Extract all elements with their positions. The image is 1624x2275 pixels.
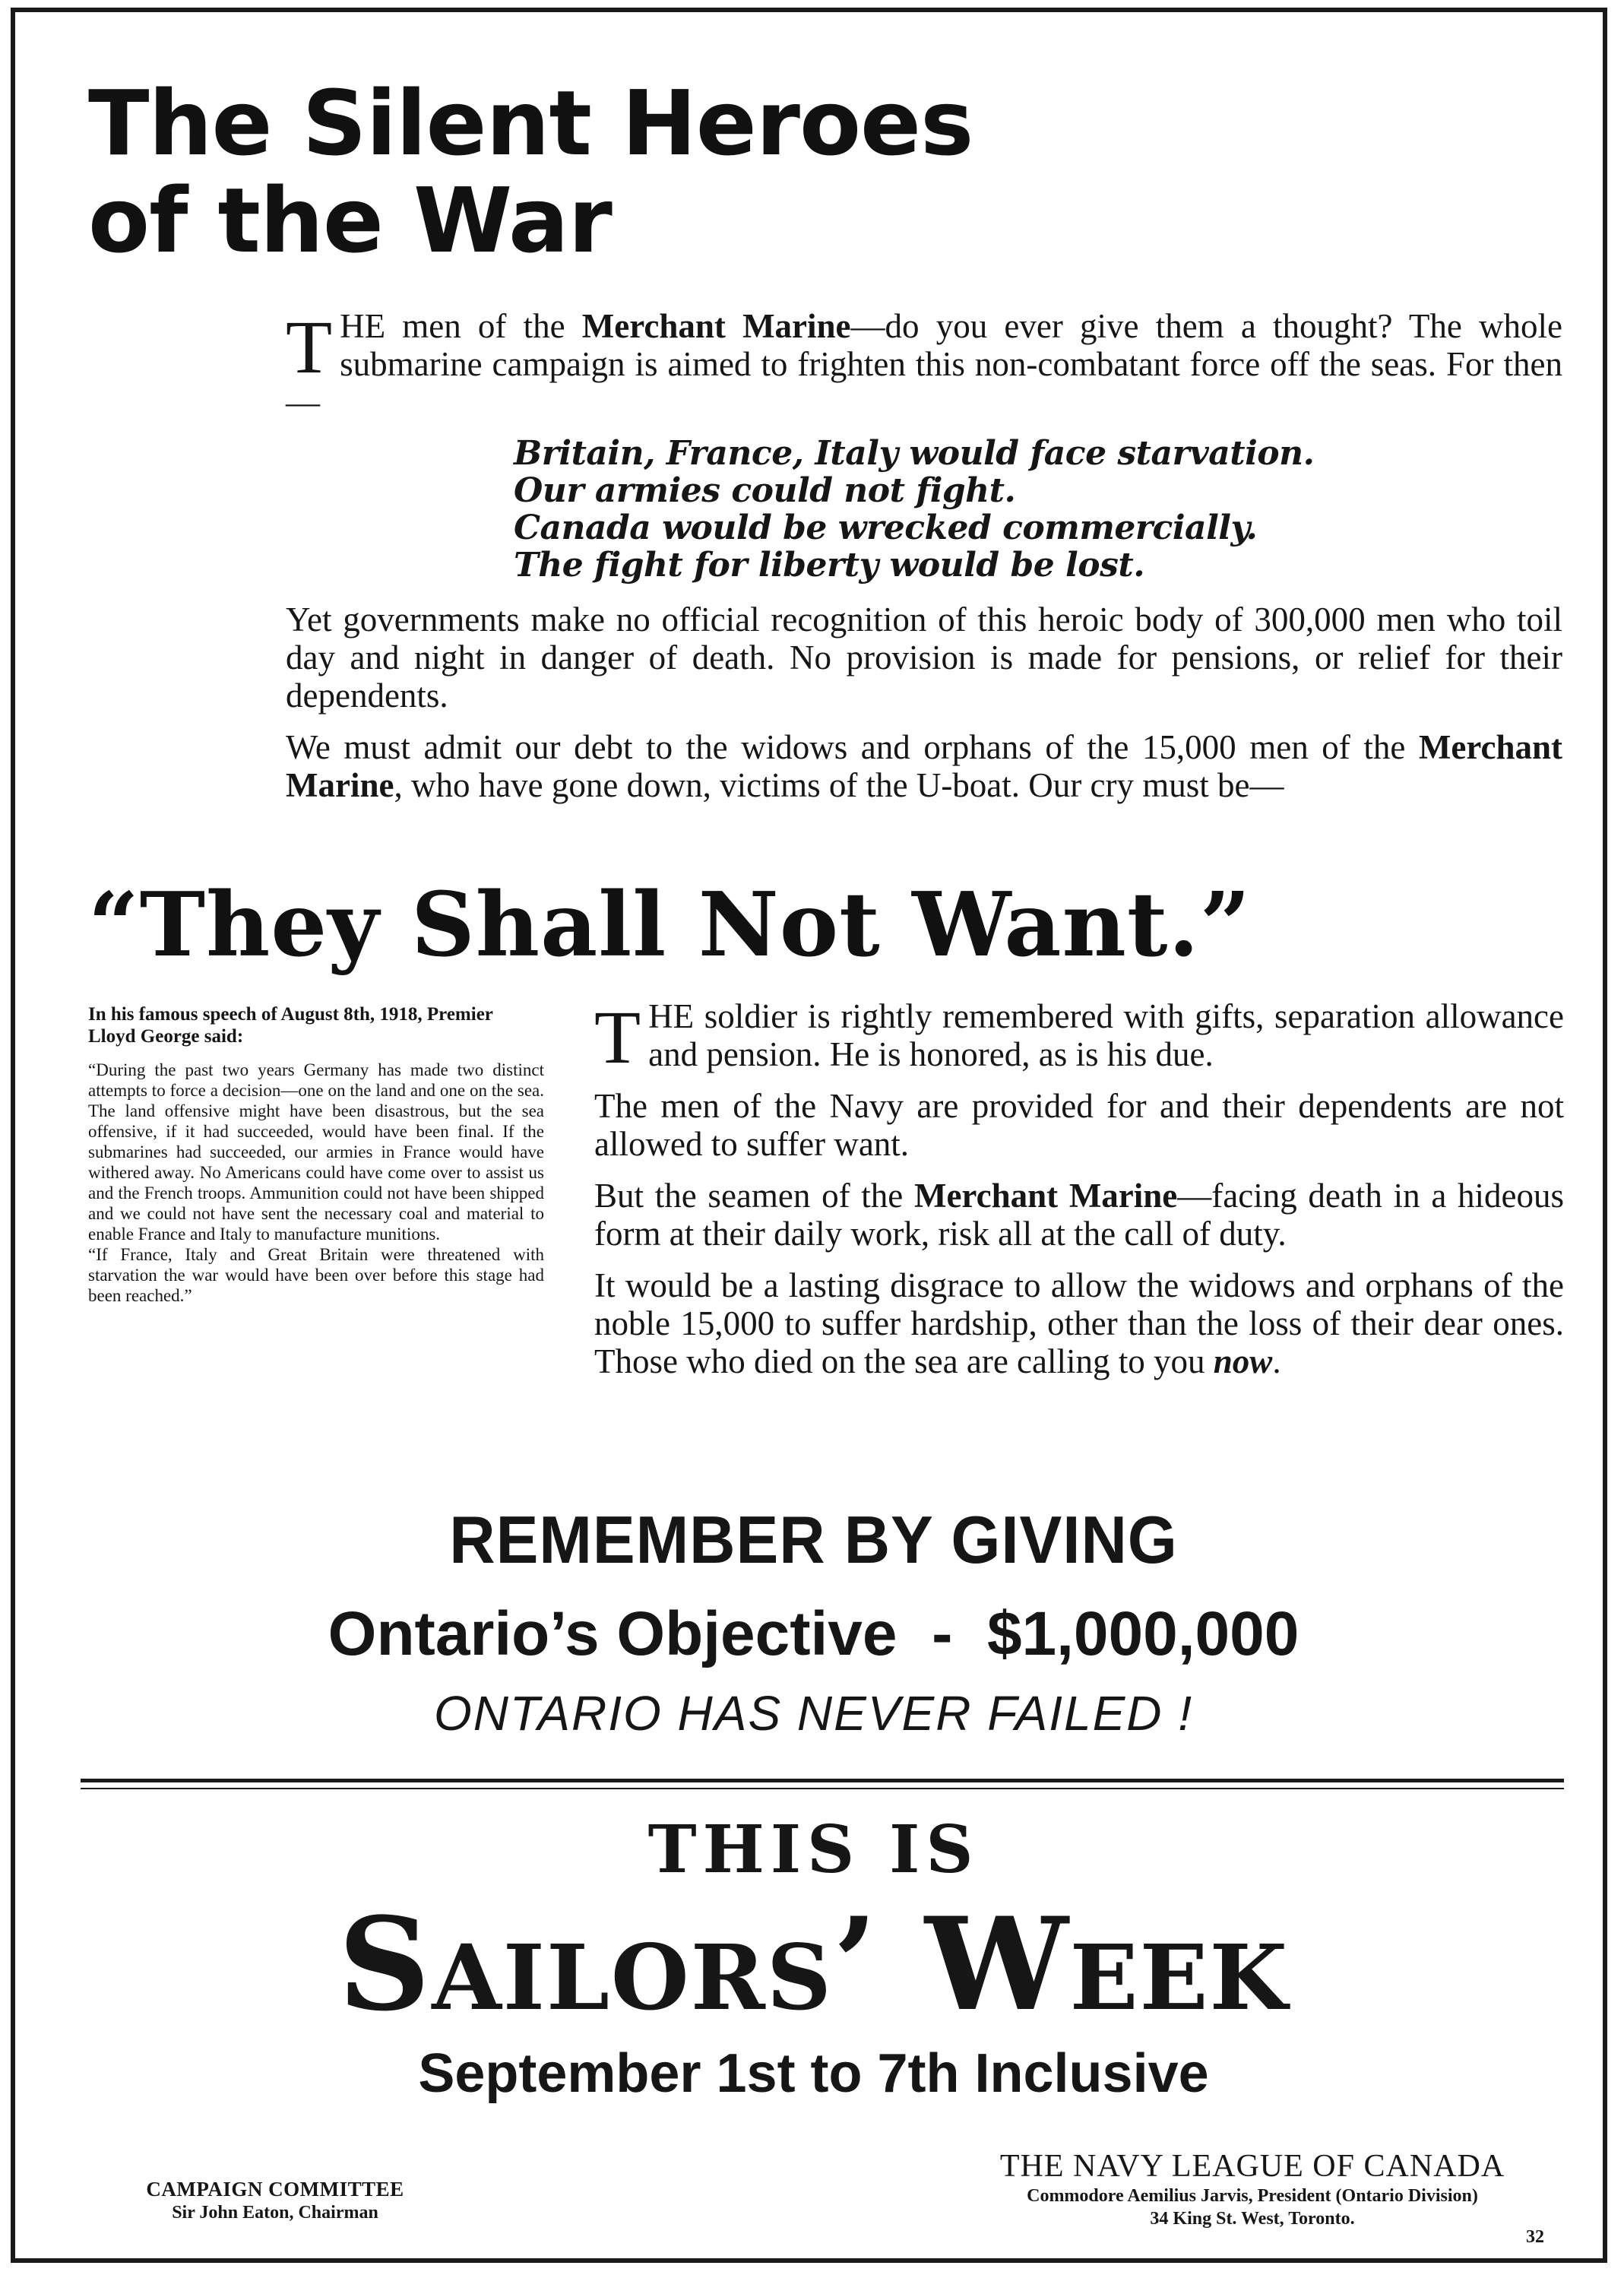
now-emphasis: now (1213, 1342, 1273, 1380)
remember-by-giving: REMEMBER BY GIVING (449, 1502, 1178, 1577)
consequence-item: Our armies could not fight. (514, 471, 1016, 510)
quote-text-1: “During the past two years Germany has made two distinct attempts to force a decision—one on the land and one on the sea. The land offensive might have been disastrous, but the sea offensive, if it had succeeded, would have been final. If the submarines had succeeded, our armies in France would have withered away. No Americans could have come over to assist us and the French troops. Ammunition could not have been shipped and we could not have sent the necessary coal and material to enable France and Italy to manufacture munitions. (88, 1060, 544, 1244)
merchant-marine-emphasis: Merchant Marine (581, 307, 851, 345)
campaign-committee (78, 2177, 473, 2224)
divider-thick (81, 1779, 1564, 1782)
intro-paragraph-2: The whole submarine campaign is aimed to frighten this non-combatant force off the seas. For then— (286, 307, 1562, 421)
merchant-marine-emphasis: Merchant Marine (913, 1177, 1178, 1215)
drop-cap: T (286, 305, 333, 389)
consequence-item: The fight for liberty would be lost. (514, 546, 1145, 585)
headline-line-1: The Silent Heroes (88, 71, 973, 176)
intro-paragraph-3: Yet governments make no official recognition of this heroic body of 300,000 men who toil day and night in danger of death. No provision is made for pensions, or relief for their dependents. (286, 600, 1562, 715)
ontario-objective: Ontario’s Objective - $1,000,000 (328, 1599, 1300, 1668)
sailors-week-title: Sailors’ Week (337, 1889, 1290, 2039)
this-is: THIS IS (647, 1811, 980, 1888)
consequence-item: Canada would be wrecked commercially. (514, 509, 1258, 547)
seamen-paragraph: But the seamen of the Merchant Marine—facing death in a hideous form at their daily work, risk all at the call of duty. (594, 1177, 1564, 1253)
ontario-never-failed: ONTARIO HAS NEVER FAILED ! (433, 1686, 1194, 1741)
advertisement-page (11, 8, 1607, 2263)
navy-league-signature (941, 2148, 1564, 2230)
week-dates: September 1st to 7th Inclusive (418, 2043, 1209, 2104)
committee-title: CAMPAIGN COMMITTEE (146, 2178, 404, 2201)
league-address: 34 King St. West, Toronto. (1150, 2209, 1355, 2229)
intro-paragraph-1: THE men of the Merchant Marine—do you ever give them a thought? The whole submarine campaign is aimed to frighten this non-combatant force off the seas. For then— (286, 305, 1562, 421)
drop-cap: T (594, 995, 641, 1079)
league-title: THE NAVY LEAGUE OF CANADA (999, 2149, 1505, 2184)
page-number: 32 (1526, 2227, 1544, 2247)
committee-chair: Sir John Eaton, Chairman (172, 2203, 378, 2223)
consequences-list (514, 435, 1562, 584)
slogan: “They Shall Not Want.” (88, 873, 1252, 977)
navy-paragraph: The men of the Navy are provided for and their dependents are not allowed to suffer want. (594, 1087, 1564, 1163)
divider-thin (81, 1788, 1564, 1789)
league-president: Commodore Aemilius Jarvis, President (Ontario Division) (1027, 2186, 1478, 2206)
quote-text-2: “If France, Italy and Great Britain were threatened with starvation the war would have been over before this stage had been reached.” (88, 1245, 544, 1305)
soldier-paragraph: THE soldier is rightly remembered with gifts, separation allowance and pension. He is honored, as is his due. (594, 995, 1564, 1079)
intro-paragraph-4: We must admit our debt to the widows and orphans of the 15,000 men of the Merchant Marine, who have gone down, victims of the U-boat. Our cry must be— (286, 728, 1562, 804)
headline (88, 71, 973, 273)
merchant-marine-emphasis: Merchant Marine (286, 728, 1562, 804)
intro-section (286, 307, 1562, 818)
disgrace-paragraph: It would be a lasting disgrace to allow the widows and orphans of the noble 15,000 to suffer hardship, other than the loss of their dear ones. Those who died on the sea are calling to you now. (594, 1266, 1564, 1380)
headline-line-2: of the War (88, 168, 612, 273)
quote-attribution: In his famous speech of August 8th, 1918, Premier Lloyd George said: (88, 1004, 493, 1047)
consequence-item: Britain, France, Italy would face starvation. (514, 434, 1315, 473)
main-column (594, 997, 1564, 1394)
lloyd-george-quote (88, 1003, 544, 1306)
